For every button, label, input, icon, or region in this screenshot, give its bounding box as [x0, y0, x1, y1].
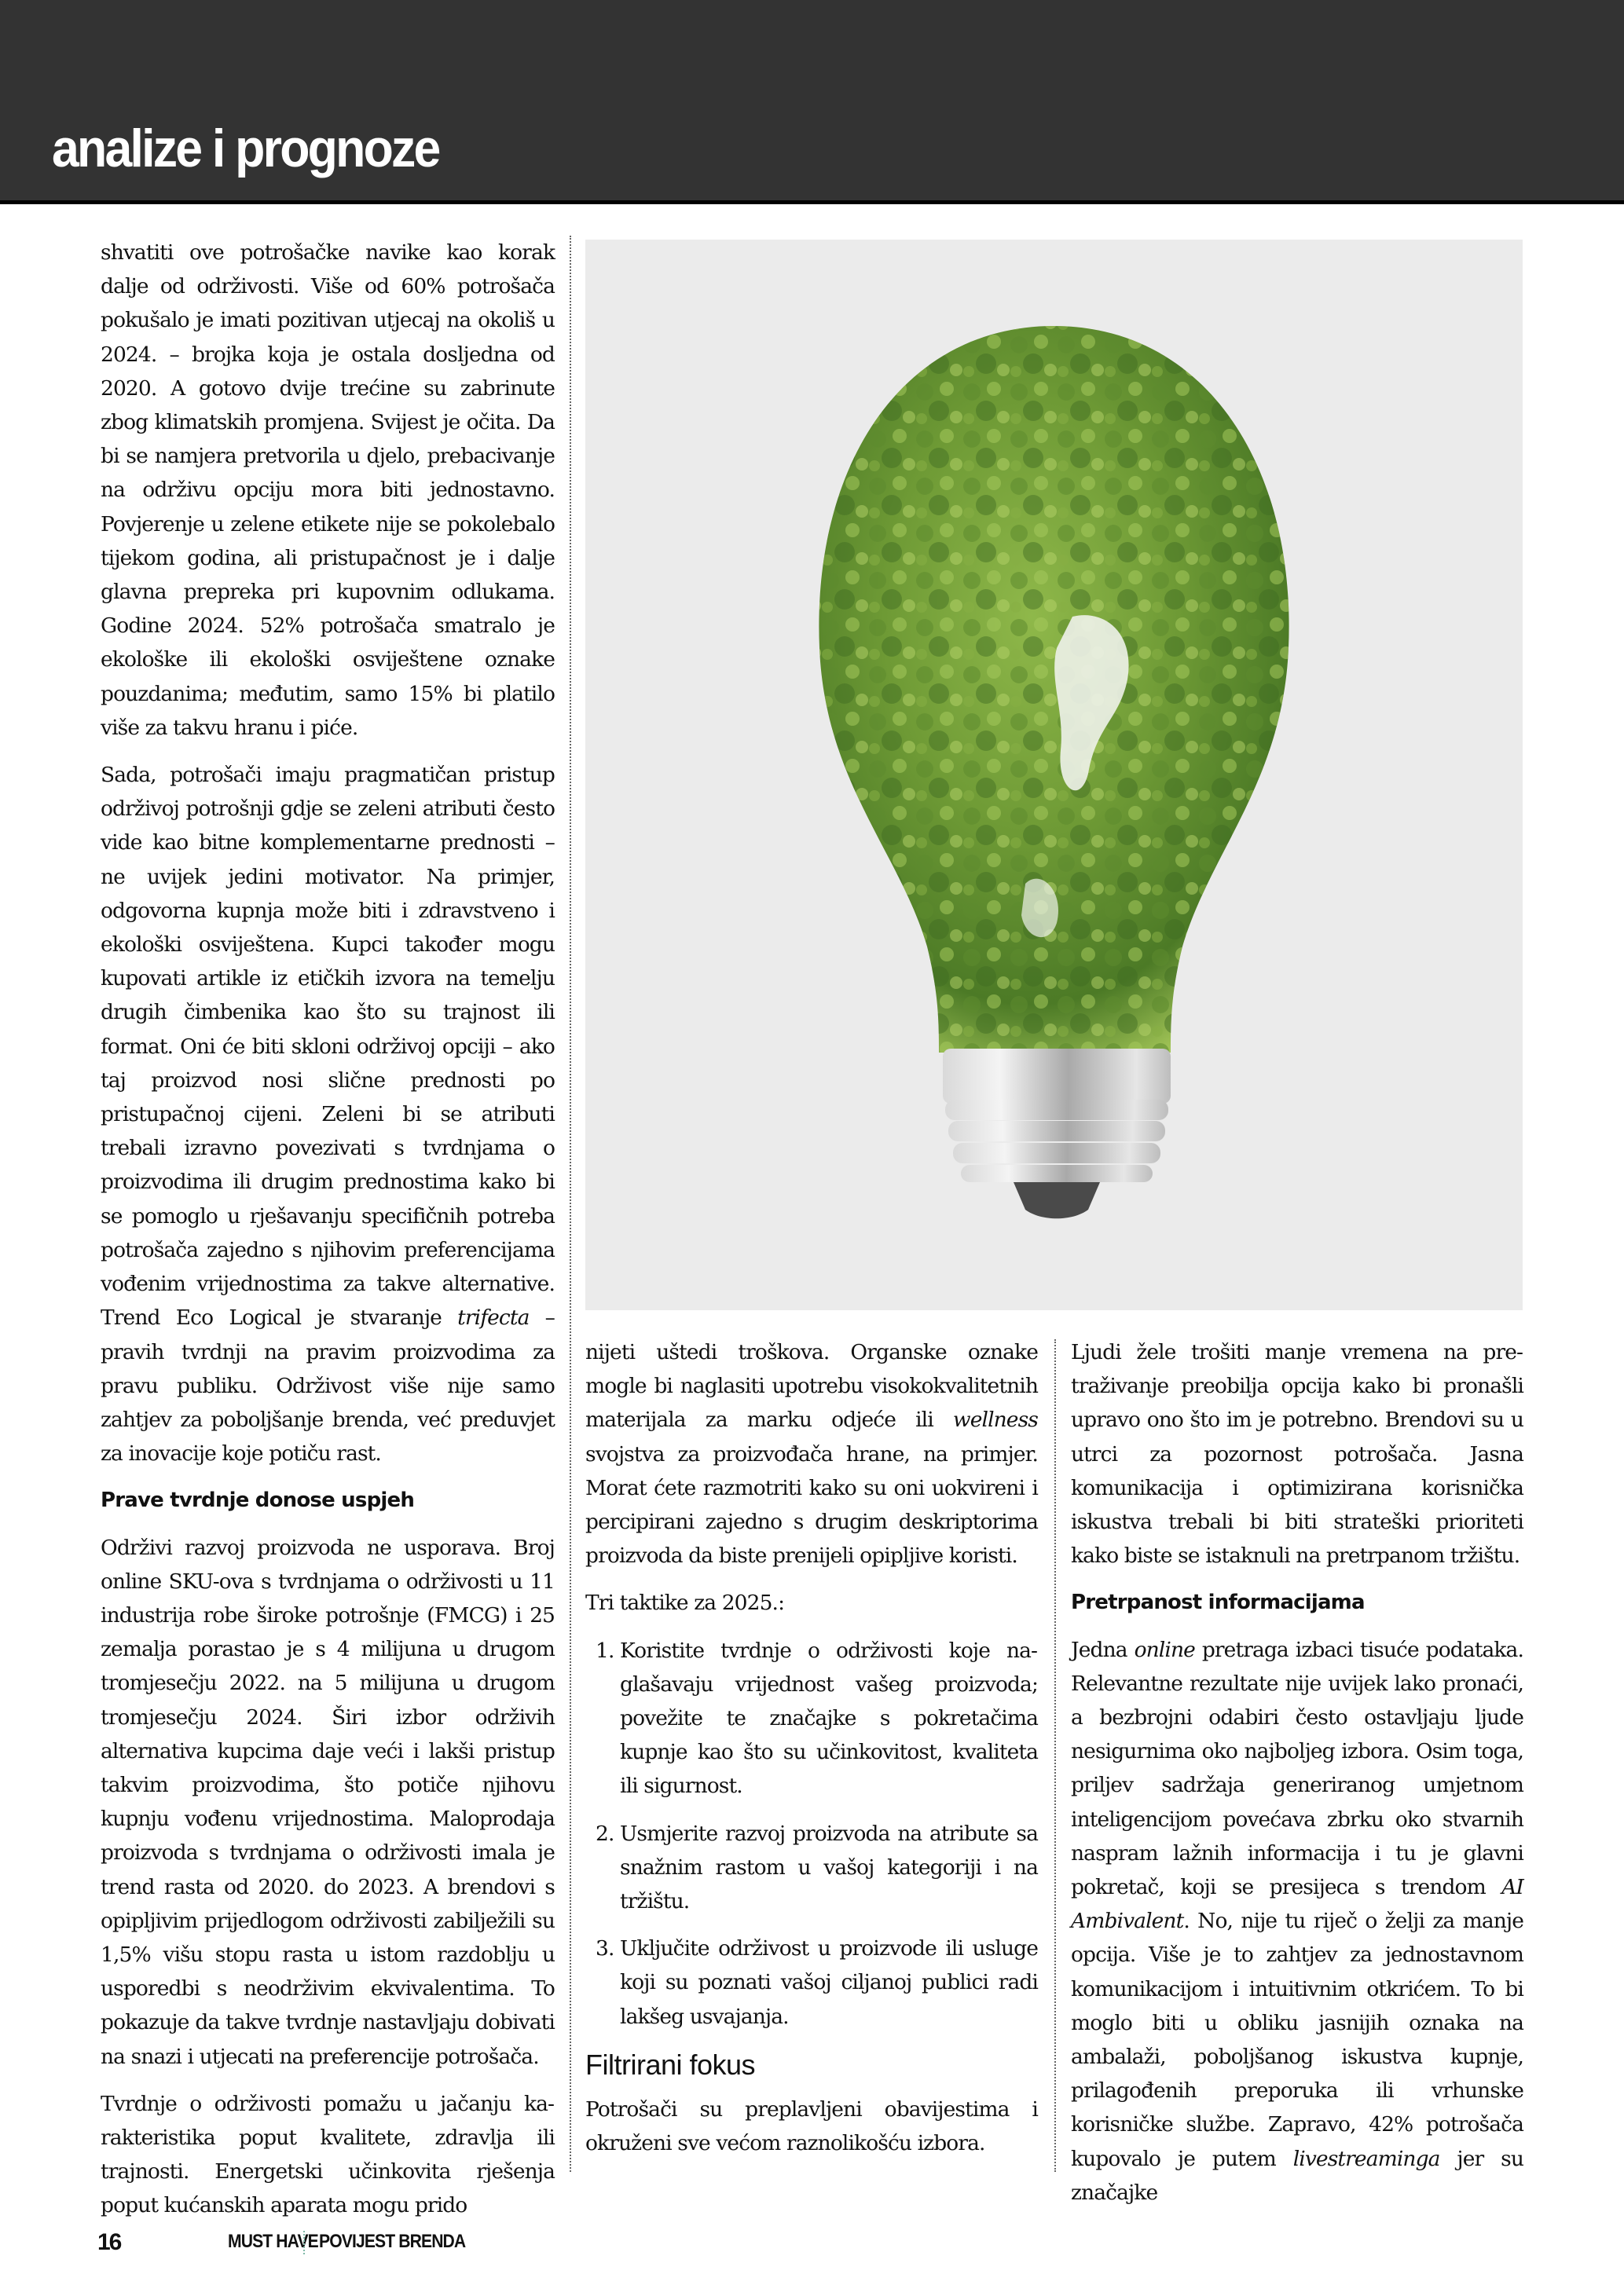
text: Sada, potrošači imaju pragmatičan pristup održivoj potrošnji gdje se zeleni atributi često vide kao bitne komplementarne prednosti – ne uvijek jedini motivator. Na primjer, odgovorna kupnja može biti i zdravstveno i ekološki osviještena. Kupci također mogu kupovati artikle iz etičkih izvora na temelju drugih čimbenika kao što su trajnost ili format. Oni će biti skloni održivoj opciji – ako taj proizvod nosi slične prednosti po pristupačnoj cijeni. Zeleni bi se atributi trebali izravno povezivati s tvrdnjama o proizvodima ili drugim prednostima kako bi se pomoglo u rješavanju specifičnih potreba potrošača zajedno s njihovim preferencijama vođenim vrijednostima za takve alternative. Trend Eco Logical je stvaranje — [101, 763, 555, 1331]
article-column-middle — [585, 1335, 1038, 2173]
section-header-band — [0, 0, 1624, 204]
paragraph: shvatiti ove potrošačke navike kao korak dalje od održivosti. Više od 60% potrošača pokušalo je imati pozitivan utjecaj na okoliš u 2024. – brojka koja je ostala dosljedna od 2020. A gotovo dvije trećine su zabrinute zbog klimatskih promjena. Svijest je očita. Da bi se namjera pretvorila u djelo, prebacivanje na održivu opciju mora biti jednostavno. Povjerenje u zelene etikete nije se pokolebalo tijekom godina, ali pristupačnost je i dalje glavna prepreka pri kupovnim odlukama. Godine 2024. 52% potrošača smatralo je ekološke ili ekološki osviještene oznake pouzdanima; međutim, samo 15% bi platilo više za takvu hranu i piće. — [101, 240, 555, 740]
list-item: 2. Usmjerite razvoj proizvoda na atribute sa snažnim rastom u vašoj kategoriji i na tržištu. — [620, 1817, 1038, 1919]
italic-term: livestreaminga — [1292, 2146, 1440, 2171]
paragraph — [1071, 1633, 1523, 2210]
lightbulb-photo — [585, 240, 1523, 1310]
list-item: 1. Koristite tvrdnje o održivosti koje naglašavaju vrijednost vašeg proizvoda; povežite te značajke s pokretačima kupnje kao što su učinkovitost, kvaliteta ili sigurnost. — [620, 1634, 1038, 1803]
text: – pravih tvrdnji na pravim proizvodima za pravu publiku. Održivost više nije samo zahtjev za poboljšanje brenda, već preduvjet za inovacije koje potiču rast. — [101, 1305, 555, 1467]
magazine-name: MUST HAVE — [228, 2231, 318, 2252]
text: nijeti uštedi troškova. Organske oznake mogle bi naglasiti upotrebu visokokvalitetnih materijala za marku odjeće ili — [585, 1340, 1038, 1433]
page-number: 16 — [97, 2229, 121, 2255]
text: . No, nije tu riječ o želji za manje opcija. Više je to zahtjev za jednostavnom komunikacijom i intuitivnim otkrićem. To bi moglo biti u obliku jasnijih oznaka na ambalaži, poboljšanog iskustva kupnje, prilagođenih preporuka ili vrhunske korisničke službe. Zapravo, 42% potrošača kupovalo je putem — [1071, 1909, 1523, 2171]
section-title: analize i prognoze — [52, 119, 439, 178]
text: Jedna — [1071, 1637, 1135, 1662]
footer-section-name: POVIJEST BRENDA — [319, 2231, 466, 2252]
text: jer su značajke — [1071, 2146, 1523, 2205]
italic-term: trifecta — [457, 1305, 530, 1331]
text: pretraga izbaci tisuće podataka. Relevantne rezultate nije uvijek lako pronaći, a bezbrojni odabiri često ostavljaju ljude nesigurnima oko najboljeg izbora. Osim toga, priljev sadržaja generiranog umjetnom inteligencijom povećava zbrku oko stvarnih naspram lažnih informacija i tu je glavni pokretač, koji se presijeca s trendom — [1071, 1637, 1523, 1900]
paragraph: Potrošači su preplavljeni obavijestima i okruženi sve većom raznolikošću izbora. — [585, 2097, 1038, 2156]
subheading: Prave tvrdnje donose uspjeh — [101, 1489, 415, 1513]
paragraph — [101, 758, 555, 1470]
article-column-left — [101, 236, 555, 2236]
paragraph: Tvrdnje o održivosti pomažu u jačanju karakteristika poput kvalitete, zdravlja ili trajnosti. Energetski učinkovita rješenja poput kućanskih aparata mogu prido — [101, 2091, 555, 2218]
article-column-right — [1071, 1335, 1523, 2223]
italic-term: online — [1134, 1637, 1195, 1662]
text: svojstva za proizvođača hrane, na primjer. Morat ćete razmotriti kako su oni uokvireni i percipirani zajedno s drugim deskriptorima proizvoda da biste prenijeli opipljive koristi. — [585, 1441, 1038, 1569]
list-intro: Tri taktike za 2025.: — [585, 1591, 785, 1616]
italic-term: wellness — [952, 1408, 1038, 1433]
column-divider — [570, 236, 571, 2172]
section-heading: Filtrirani fokus — [585, 2048, 756, 2081]
paragraph: Održivi razvoj proizvoda ne usporava. Broj online SKU-ova s tvrdnjama o održivosti u 11 industrija robe široke potrošnje (FMCG) i 25 zemalja porastao je s 4 milijuna u drugom tromjesečju 2022. na 5 milijuna u drugom tromjesečju 2024. Širi izbor održivih alternativa kupcima daje veći i lakši pristup takvim proizvodima, što potiče njihovu kupnju vođenu vrijednostima. Maloprodaja proizvoda s tvrdnjama o održivosti imala je trend rasta od 2020. do 2023. A brendovi s opipljivim prijedlogom održivosti zabilježili su 1,5% višu stopu rasta u istom razdoblju u usporedbi s neodrživim ekvivalentima. To pokazuje da takve tvrdnje nastavljaju dobivati na snazi i utjecati na preferencije potrošača. — [101, 1535, 555, 2069]
lightbulb-with-trees-icon — [585, 240, 1523, 1310]
paragraph — [585, 1335, 1038, 1573]
footer-separator — [303, 2231, 305, 2254]
subheading: Pretrpanost informacijama — [1071, 1591, 1365, 1615]
paragraph: Ljudi žele trošiti manje vremena na pretraživanje preobilja opcija kako bi pronašli upravo ono što im je potrebno. Brendovi su u utrci za pozornost potrošača. Jasna komunikacija i optimizirana korisnička iskustva trebali bi biti strateški prioriteti kako biste se istaknuli na pretrpanom tržištu. — [1071, 1340, 1523, 1569]
tactics-list — [585, 1634, 1038, 2034]
page-footer — [97, 2229, 726, 2261]
column-divider — [1054, 1339, 1056, 2172]
italic-term: AI Ambivalent — [1071, 1875, 1523, 1934]
list-item: 3. Uključite održivost u proizvode ili usluge koji su poznati vašoj ciljanoj publici radi lakšeg usvajanja. — [620, 1932, 1038, 2034]
